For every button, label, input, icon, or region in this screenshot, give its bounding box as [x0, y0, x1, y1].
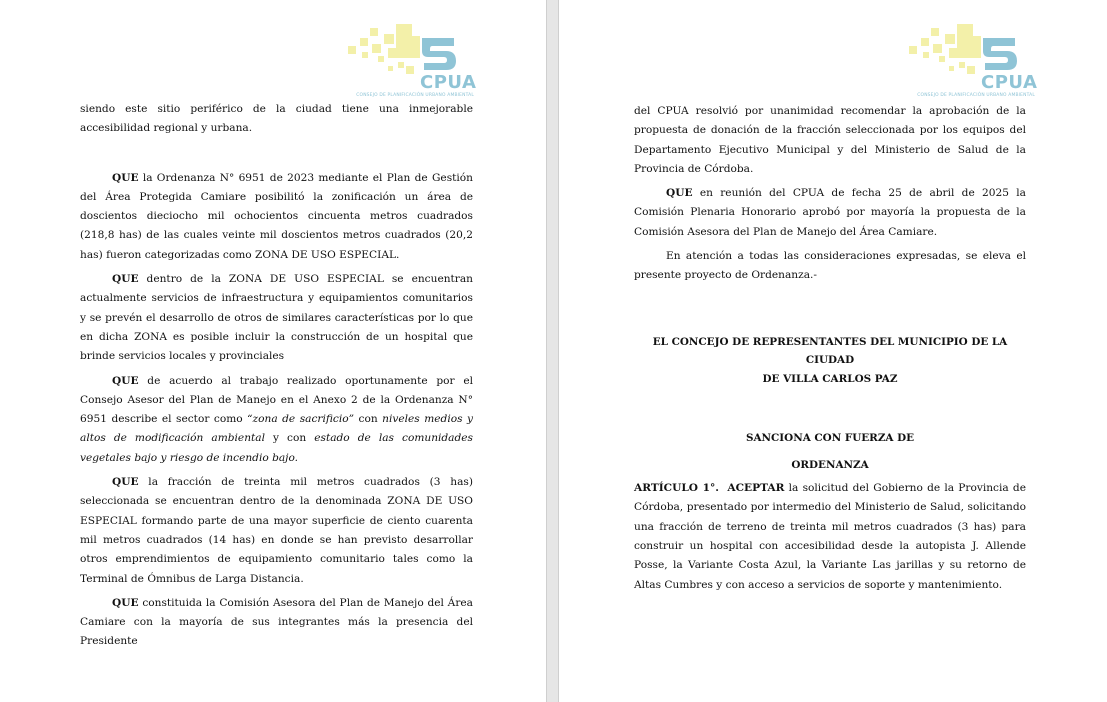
article-text: la solicitud del Gobierno de la Provincia de Córdoba, presentado por intermedio del Ministerio de Salud, solicitando una fracción de terreno de treinta mil metros cuadrados (3 has) para construir un hospital con accesibilidad desde la autopista J. Allende Posse, la Variante Costa Azul, la Variante Las jarillas y su retorno de Altas Cumbres y con acceso a servicios de soporte y mantenimiento.: [634, 482, 1026, 591]
cpua-logo: [348, 24, 477, 98]
paragraph: [80, 473, 473, 589]
left-page-body: [80, 100, 473, 657]
article-label: ARTÍCULO 1°.: [634, 482, 719, 495]
que-lead: QUE: [112, 171, 139, 184]
article-verb: ACEPTAR: [727, 482, 785, 495]
council-heading-line: EL CONCEJO DE REPRESENTANTES DEL MUNICIPIO DE LA CIUDAD: [652, 335, 1008, 367]
paragraph: siendo este sitio periférico de la ciudad tiene una inmejorable accesibilidad regional y urbana.: [80, 103, 473, 135]
italic-text: niveles medios y altos de modificación ambiental: [80, 413, 474, 445]
council-heading: [634, 333, 1026, 389]
que-lead: QUE: [112, 596, 139, 609]
logo-brand-text: CPUA: [420, 72, 477, 93]
sanciona-line: SANCIONA CON FUERZA DE: [745, 432, 915, 445]
paragraph-text: de acuerdo al trabajo realizado oportunamente por el Consejo Asesor del Plan de Manejo en el Anexo 2 de la Ordenanza N° 6951 describe el sector como: [80, 374, 473, 426]
que-lead: QUE: [112, 374, 139, 387]
right-page-body: [634, 102, 1026, 600]
logo-tagline: CONSEJO DE PLANIFICACIÓN URBANO AMBIENTAL: [356, 93, 474, 98]
italic-text: “zona de sacrificio”: [247, 413, 355, 426]
italic-text: estado de las comunidades vegetales bajo y riesgo de incendio bajo.: [80, 432, 473, 464]
paragraph-text: la fracción de treinta mil metros cuadrados (3 has) seleccionada se encuentran dentro de la denominada ZONA DE USO ESPECIAL formando parte de una mayor superficie de ciento cuarenta mil metros cuadrados (14 has) en donde se han previsto desarrollar otros emprendimientos de equipamiento comunitario tales como la Terminal de Ómnibus de Larga Distancia.: [80, 476, 473, 585]
paragraph: [80, 169, 473, 265]
paragraph-text: constituida la Comisión Asesora del Plan de Manejo del Área Camiare con la mayoría de sus integrantes más la presencia del Presidente: [80, 596, 473, 648]
logo-brand-text: CPUA: [981, 72, 1038, 93]
paragraph-text: con: [354, 413, 383, 426]
que-lead: QUE: [666, 187, 693, 200]
paragraph: [634, 184, 1026, 242]
paragraph-text: y con: [264, 432, 315, 445]
document-page-left: [0, 0, 546, 702]
paragraph: [80, 270, 473, 366]
cpua-logo: [909, 24, 1038, 98]
sanciona-heading: [634, 425, 1026, 479]
council-heading-line: DE VILLA CARLOS PAZ: [762, 372, 898, 385]
paragraph: En atención a todas las consideraciones expresadas, se eleva el presente proyecto de Ordenanza.-: [634, 250, 1026, 282]
paragraph: del CPUA resolvió por unanimidad recomendar la aprobación de la propuesta de donación de la fracción seleccionada por los equipos del Departamento Ejecutivo Municipal y del Ministerio de Salud de la Provincia de Córdoba.: [634, 105, 1026, 175]
que-lead: QUE: [112, 476, 139, 489]
paragraph-text: en reunión del CPUA de fecha 25 de abril de 2025 la Comisión Plenaria Honorario aprobó por mayoría la propuesta de la Comisión Asesora del Plan de Manejo del Área Camiare.: [634, 187, 1026, 238]
paragraph: [80, 372, 473, 468]
document-page-right: [559, 0, 1107, 702]
que-lead: QUE: [112, 273, 139, 286]
paragraph-text: la Ordenanza N° 6951 de 2023 mediante el Plan de Gestión del Área Protegida Camiare posibilitó la zonificación un área de doscientos dieciocho mil ochocientos cincuenta metros cuadrados (218,8 has) de las cuales veinte mil doscientos metros cuadrados (20,2 has) fueron categorizadas como ZONA DE USO ESPECIAL.: [80, 171, 473, 261]
article-1: [634, 479, 1026, 595]
paragraph: [80, 594, 473, 652]
paragraph-text: dentro de la ZONA DE USO ESPECIAL se encuentran actualmente servicios de infraestructura y equipamientos comunitarios y se prevén el desarrollo de otros de similares características por lo que en dicha ZONA es posible incluir la construcción de un hospital que brinde servicios locales y provinciales: [80, 273, 473, 363]
sanciona-line: ORDENANZA: [791, 459, 869, 472]
logo-tagline: CONSEJO DE PLANIFICACIÓN URBANO AMBIENTAL: [917, 93, 1035, 98]
